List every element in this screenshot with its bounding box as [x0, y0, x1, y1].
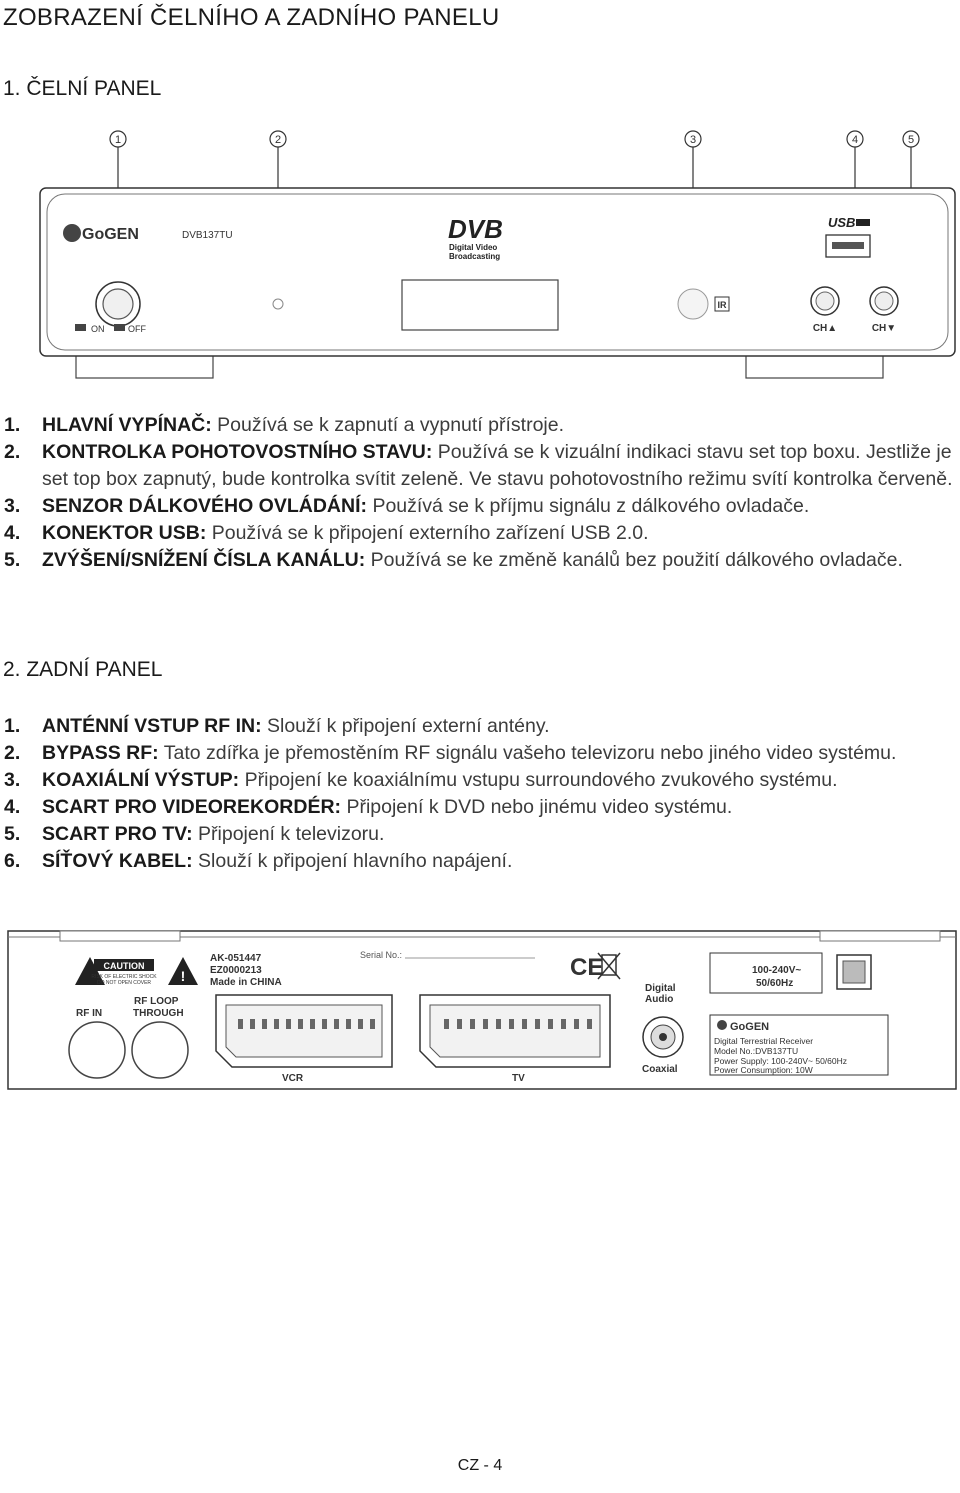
rf-in-label: RF IN	[76, 1008, 103, 1019]
item-desc: Používá se k příjmu signálu z dálkového ovladače.	[372, 495, 810, 517]
item-number: 4.	[4, 522, 21, 544]
item-number: 4.	[4, 796, 21, 818]
rear-panel-diagram	[0, 925, 960, 1100]
item-term: ANTÉNNÍ VSTUP RF IN:	[42, 715, 262, 737]
item-term: SCART PRO VIDEOREKORDÉR:	[42, 796, 342, 818]
power-rating-1: 100-240V~	[752, 965, 802, 976]
list-item	[0, 821, 958, 848]
tv-label: TV	[512, 1073, 525, 1084]
item-desc: Tato zdířka je přemostěním RF signálu vašeho televizoru nebo jiného video systému.	[163, 742, 897, 764]
callout-5-label: 5	[907, 134, 915, 146]
item-number: 3.	[4, 769, 21, 791]
list-item	[0, 439, 958, 493]
spec-line-3: Power Supply: 100-240V~ 50/60Hz	[714, 1056, 848, 1066]
item-term: BYPASS RF:	[42, 742, 159, 764]
serial-label: Serial No.:	[360, 950, 403, 960]
ir-label: IR	[717, 300, 727, 310]
dvb-logo: DVB	[448, 214, 503, 244]
item-desc: Připojení k DVD nebo jinému video systému.	[346, 796, 733, 818]
callout-4-label: 4	[851, 134, 859, 146]
front-panel-list	[0, 412, 958, 574]
item-number: 1.	[4, 414, 21, 436]
item-term: KONEKTOR USB:	[42, 522, 207, 544]
spec-line-1: Digital Terrestrial Receiver	[714, 1036, 814, 1046]
item-desc: Připojení ke koaxiálnímu vstupu surroundového zvukového systému.	[244, 769, 838, 791]
brand-logo-icon	[717, 1020, 727, 1030]
list-item	[0, 520, 958, 547]
rf-loop-connector	[132, 1022, 188, 1078]
display-window	[402, 280, 558, 330]
item-desc: Připojení k televizoru.	[198, 823, 385, 845]
item-desc: Používá se k připojení externího zařízení USB 2.0.	[211, 522, 649, 544]
dvb-line2: Broadcasting	[449, 252, 501, 261]
item-number: 1.	[4, 715, 21, 737]
spec-line-4: Power Consumption: 10W	[714, 1065, 813, 1075]
through-label: THROUGH	[133, 1008, 184, 1019]
brand-logo: GoGEN	[82, 226, 139, 243]
power-rating-2: 50/60Hz	[756, 978, 794, 989]
front-panel-diagram	[0, 122, 960, 382]
caution-line2: DO NOT OPEN COVER	[96, 980, 152, 986]
item-desc: Používá se k vizuální indikaci stavu set top boxu. Jestliže je set top box zapnutý, bude kontrolka svítit zeleně. Ve stavu pohotovostního režimu svítí kontrolka červeně.	[42, 441, 953, 490]
callout-1-label: 1	[114, 134, 122, 146]
item-term: SCART PRO TV:	[42, 823, 193, 845]
list-item	[0, 767, 958, 794]
front-panel-heading: 1. ČELNÍ PANEL	[3, 77, 162, 100]
list-item	[0, 794, 958, 821]
vcr-label: VCR	[282, 1073, 304, 1084]
item-number: 2.	[4, 742, 21, 764]
item-desc: Slouží k připojení hlavního napájení.	[198, 850, 513, 872]
list-item	[0, 493, 958, 520]
item-number: 5.	[4, 549, 21, 571]
callout-2-label: 2	[274, 134, 282, 146]
coaxial-label: Coaxial	[642, 1064, 678, 1075]
item-desc: Slouží k připojení externí antény.	[267, 715, 550, 737]
rf-in-connector	[69, 1022, 125, 1078]
item-term: KOAXIÁLNÍ VÝSTUP:	[42, 769, 240, 791]
list-item	[0, 713, 958, 740]
made-in-label: Made in CHINA	[210, 977, 282, 988]
brand-logo-icon	[63, 224, 81, 242]
dvb-line1: Digital Video	[449, 243, 498, 252]
usb-logo: USB	[828, 215, 856, 230]
ce-mark: CE	[570, 954, 604, 981]
rear-brand-logo: GoGEN	[730, 1021, 770, 1033]
code-1: AK-051447	[210, 953, 262, 964]
caution-label: CAUTION	[103, 961, 145, 971]
item-number: 5.	[4, 823, 21, 845]
code-2: EZ0000213	[210, 965, 262, 976]
item-term: SENZOR DÁLKOVÉHO OVLÁDÁNÍ:	[42, 495, 368, 517]
ch-down-label: CH▼	[871, 323, 897, 334]
rear-panel-heading: 2. ZADNÍ PANEL	[3, 658, 163, 681]
item-number: 3.	[4, 495, 21, 517]
list-item	[0, 547, 958, 574]
model-label: DVB137TU	[182, 230, 233, 241]
page-number: CZ - 4	[457, 1457, 503, 1474]
item-term: ZVÝŠENÍ/SNÍŽENÍ ČÍSLA KANÁLU:	[42, 549, 366, 571]
item-desc: Používá se ke změně kanálů bez použití dálkového ovladače.	[370, 549, 903, 571]
exclamation-icon: !	[180, 968, 186, 984]
item-term: HLAVNÍ VYPÍNAČ:	[42, 414, 212, 436]
item-term: SÍŤOVÝ KABEL:	[42, 850, 193, 872]
ch-up-label: CH▲	[812, 323, 838, 334]
item-term: KONTROLKA POHOTOVOSTNÍHO STAVU:	[42, 441, 433, 463]
rear-panel-list	[0, 713, 958, 875]
digital-label: Digital	[645, 983, 676, 994]
standby-led	[273, 299, 283, 309]
list-item	[0, 412, 958, 439]
item-desc: Používá se k zapnutí a vypnutí přístroje.	[217, 414, 565, 436]
item-number: 6.	[4, 850, 21, 872]
rf-loop-label: RF LOOP	[134, 996, 179, 1007]
list-item	[0, 848, 958, 875]
callout-3-label: 3	[689, 134, 697, 146]
list-item	[0, 740, 958, 767]
caution-line1: RISK OF ELECTRIC SHOCK	[91, 974, 157, 980]
document-title: ZOBRAZENÍ ČELNÍHO A ZADNÍHO PANELU	[3, 4, 500, 31]
spec-line-2: Model No.:DVB137TU	[714, 1046, 799, 1056]
on-label: ON	[91, 324, 105, 334]
audio-label: Audio	[645, 994, 674, 1005]
ir-sensor	[678, 289, 708, 319]
item-number: 2.	[4, 441, 21, 463]
off-label: OFF	[128, 324, 146, 334]
